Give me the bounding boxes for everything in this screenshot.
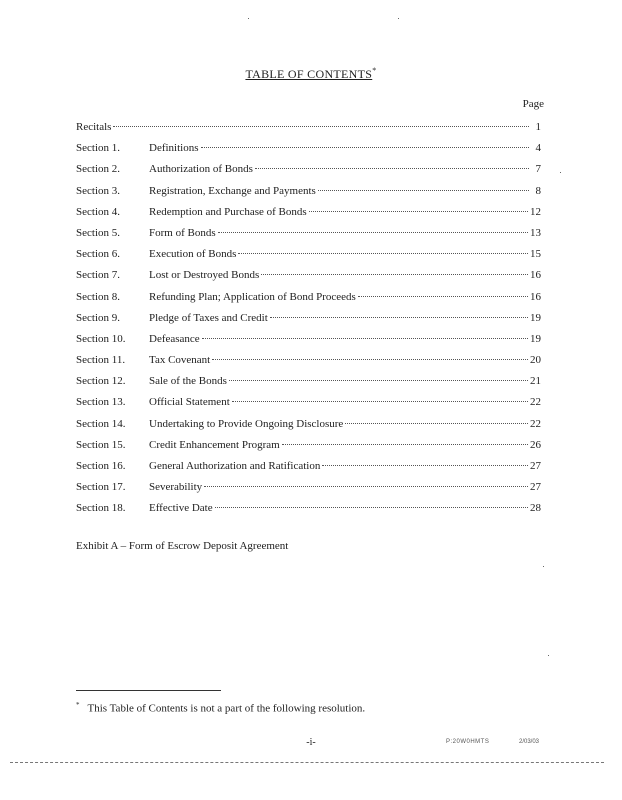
scan-speck xyxy=(398,18,399,19)
title-footnote-mark: * xyxy=(372,66,377,75)
toc-entry-title: Lost or Destroyed Bonds xyxy=(149,269,260,282)
dot-leader xyxy=(212,359,528,360)
toc-entry-title: Official Statement xyxy=(149,396,230,409)
toc-section-number: Section 2. xyxy=(76,163,120,176)
page-number: -i- xyxy=(306,737,316,748)
dot-leader xyxy=(215,507,528,508)
toc-entry-title: Effective Date xyxy=(149,502,213,515)
toc-section-number: Section 12. xyxy=(76,375,126,388)
dot-leader xyxy=(282,444,528,445)
dot-leader xyxy=(358,296,528,297)
toc-row-section xyxy=(76,502,541,523)
toc-entry-page: 27 xyxy=(530,481,541,494)
dot-leader xyxy=(113,126,529,127)
dot-leader xyxy=(218,232,528,233)
dot-leader xyxy=(322,465,528,466)
toc-section-number: Section 18. xyxy=(76,502,126,515)
toc-row-section xyxy=(76,439,541,460)
toc-entry-title: Refunding Plan; Application of Bond Proceeds xyxy=(149,290,356,303)
toc-row-section xyxy=(76,142,541,163)
dot-leader xyxy=(232,401,528,402)
toc-entry-page: 13 xyxy=(530,226,541,239)
toc-section-number: Section 3. xyxy=(76,184,120,197)
toc-entry-title: Definitions xyxy=(149,142,199,155)
toc-section-number: Section 10. xyxy=(76,332,126,345)
toc-section-number: Section 9. xyxy=(76,311,120,324)
toc-section-number: Section 6. xyxy=(76,248,120,261)
page-column-label: Page xyxy=(522,98,544,110)
toc-entry-title: Registration, Exchange and Payments xyxy=(149,184,316,197)
scan-speck xyxy=(548,655,549,656)
toc-row-section xyxy=(76,312,541,333)
toc-row-section xyxy=(76,418,541,439)
dot-leader xyxy=(255,168,529,169)
toc-entry-page: 7 xyxy=(535,163,541,176)
toc-section-number: Section 7. xyxy=(76,269,120,282)
toc-section-number: Section 13. xyxy=(76,396,126,409)
toc-row-section xyxy=(76,333,541,354)
scan-speck xyxy=(248,18,249,19)
toc-entry-page: 26 xyxy=(530,438,541,451)
toc-entry-title: Undertaking to Provide Ongoing Disclosure xyxy=(149,417,344,430)
dot-leader xyxy=(238,253,528,254)
toc-entry-page: 28 xyxy=(530,502,541,515)
toc-title-text: TABLE OF CONTENTS xyxy=(245,67,373,81)
toc-entry-title: General Authorization and Ratification xyxy=(149,460,321,472)
toc-row-section xyxy=(76,460,541,481)
toc-row-section xyxy=(76,354,541,375)
toc-entry-title: Authorization of Bonds xyxy=(149,163,253,176)
dot-leader xyxy=(261,274,528,275)
toc-row-section xyxy=(76,375,541,396)
scan-speck xyxy=(543,566,544,567)
toc-entry-title: Redemption and Purchase of Bonds xyxy=(149,205,307,218)
toc-section-number: Section 8. xyxy=(76,290,120,303)
toc-entry-page: 22 xyxy=(530,396,541,409)
footnote-rule xyxy=(76,690,221,691)
toc-title xyxy=(0,66,622,82)
toc-entry-page: 4 xyxy=(535,142,541,155)
toc-entry-page: 21 xyxy=(530,375,541,388)
toc-section-number: Section 16. xyxy=(76,460,126,472)
exhibit-entry: Exhibit A – Form of Escrow Deposit Agreement xyxy=(76,540,289,552)
footnote-mark: * xyxy=(76,701,80,709)
toc-entry-title: Sale of the Bonds xyxy=(149,375,227,388)
toc-row-section xyxy=(76,291,541,312)
toc-row-section xyxy=(76,227,541,248)
toc-entry-page: 19 xyxy=(530,332,541,345)
toc-section-number: Section 17. xyxy=(76,481,126,494)
footnote-text: This Table of Contents is not a part of the following resolution. xyxy=(87,702,366,715)
toc-list xyxy=(76,121,541,524)
toc-entry-title: Pledge of Taxes and Credit xyxy=(149,311,268,324)
document-id: P:20W0HMTS xyxy=(446,739,490,745)
dot-leader xyxy=(345,423,528,424)
dot-leader xyxy=(309,211,528,212)
toc-row-section xyxy=(76,185,541,206)
toc-row-section xyxy=(76,206,541,227)
toc-row-section xyxy=(76,248,541,269)
toc-section-number: Section 4. xyxy=(76,205,120,218)
toc-entry-page: 16 xyxy=(530,269,541,282)
toc-row-recitals xyxy=(76,121,541,142)
dot-leader xyxy=(229,380,528,381)
document-code: 2/03/03 xyxy=(519,739,540,745)
toc-entry-page: 27 xyxy=(530,460,541,472)
dot-leader xyxy=(201,147,530,148)
toc-section-number: Section 5. xyxy=(76,226,120,239)
dot-leader xyxy=(204,486,528,487)
toc-row-section xyxy=(76,396,541,417)
toc-entry-title: Defeasance xyxy=(149,332,200,345)
dot-leader xyxy=(318,190,529,191)
toc-entry-page: 1 xyxy=(535,121,541,133)
toc-entry-page: 20 xyxy=(530,354,541,367)
dot-leader xyxy=(202,338,528,339)
toc-entry-page: 19 xyxy=(530,311,541,324)
toc-entry-page: 12 xyxy=(530,205,541,218)
toc-section-number: Section 11. xyxy=(76,354,126,367)
toc-section-number: Section 15. xyxy=(76,438,126,451)
toc-entry-page: 22 xyxy=(530,417,541,430)
toc-entry-title: Recitals xyxy=(76,121,112,133)
toc-entry-title: Form of Bonds xyxy=(149,226,216,239)
toc-row-section xyxy=(76,163,541,184)
scan-artifact-line xyxy=(10,762,604,764)
toc-entry-title: Tax Covenant xyxy=(149,354,211,367)
footnote xyxy=(76,701,365,715)
toc-entry-title: Severability xyxy=(149,481,203,494)
toc-entry-page: 15 xyxy=(530,248,541,261)
toc-row-section xyxy=(76,269,541,290)
toc-entry-page: 16 xyxy=(530,290,541,303)
toc-entry-page: 8 xyxy=(535,184,541,197)
scan-speck xyxy=(560,172,561,173)
dot-leader xyxy=(270,317,528,318)
toc-row-section xyxy=(76,481,541,502)
toc-section-number: Section 1. xyxy=(76,142,120,155)
toc-entry-title: Execution of Bonds xyxy=(149,248,237,261)
toc-entry-title: Credit Enhancement Program xyxy=(149,438,280,451)
toc-section-number: Section 14. xyxy=(76,417,126,430)
